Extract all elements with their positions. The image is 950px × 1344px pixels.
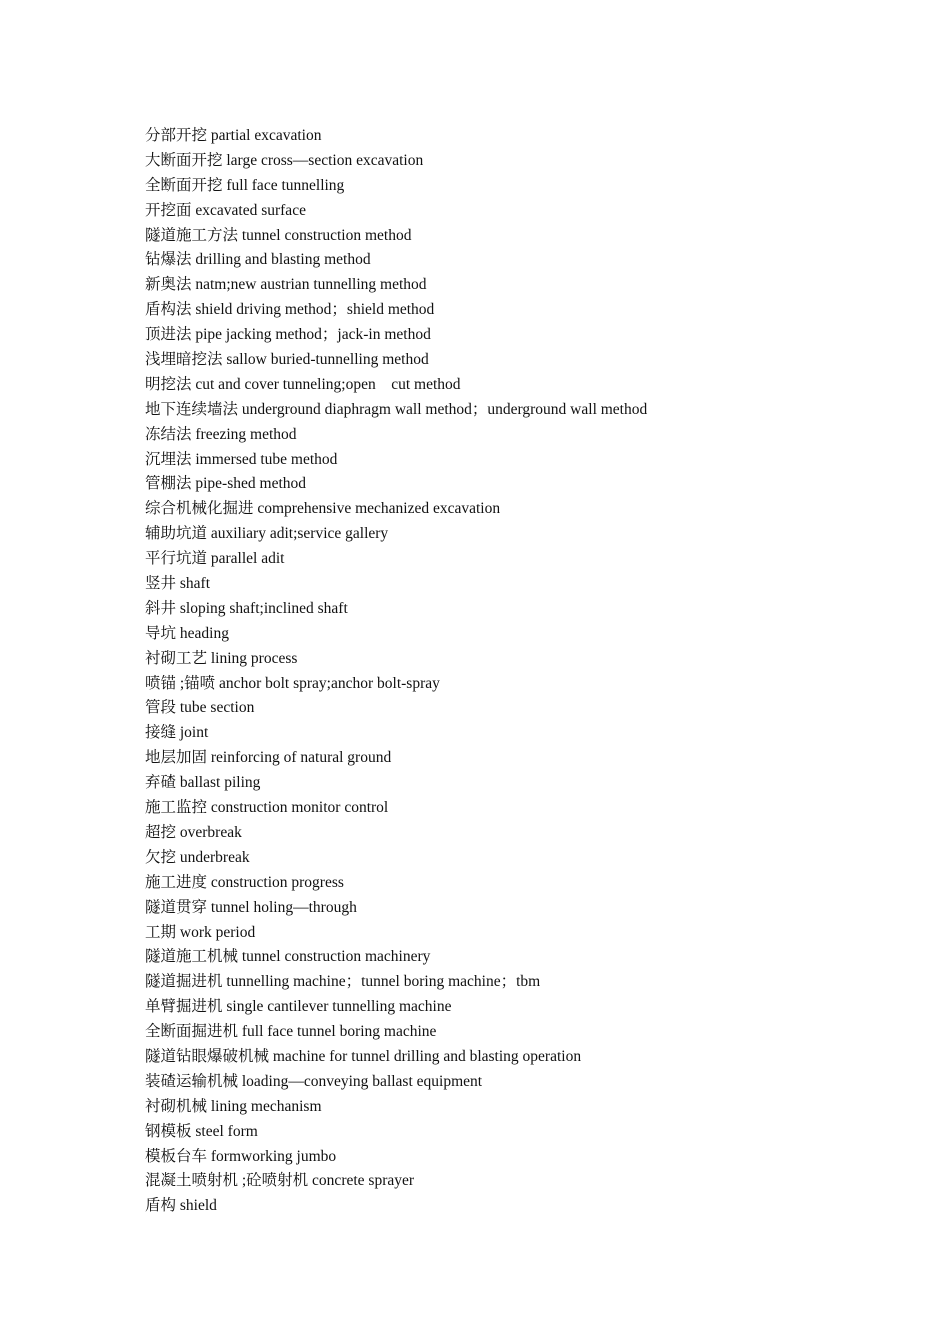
glossary-entry: 分部开挖 partial excavation — [145, 127, 322, 144]
glossary-entry: 地层加固 reinforcing of natural ground — [145, 749, 392, 767]
glossary-entry: 冻结法 freezing method — [145, 425, 297, 443]
glossary-entry: 浅埋暗挖法 sallow buried-tunnelling method — [145, 351, 429, 369]
glossary-entry: 隧道掘进机 tunnelling machine；tunnel boring machine；tbm — [145, 973, 541, 991]
glossary-entry: 开挖面 excavated surface — [145, 201, 306, 219]
glossary-list — [145, 124, 905, 1219]
glossary-entry: 模板台车 formworking jumbo — [145, 1147, 337, 1165]
glossary-entry: 管段 tube section — [145, 699, 255, 717]
glossary-entry: 装碴运输机械 loading—conveying ballast equipment — [145, 1072, 483, 1090]
glossary-entry: 盾构 shield — [145, 1197, 217, 1215]
glossary-entry: 衬砌机械 lining mechanism — [145, 1097, 322, 1115]
glossary-entry: 竖井 shaft — [145, 575, 211, 593]
glossary-entry: 隧道施工机械 tunnel construction machinery — [145, 948, 431, 966]
glossary-entry: 工期 work period — [145, 923, 256, 941]
glossary-entry: 大断面开挖 large cross—section excavation — [145, 151, 424, 169]
glossary-entry: 钻爆法 drilling and blasting method — [145, 251, 371, 269]
glossary-entry: 盾构法 shield driving method；shield method — [145, 301, 435, 319]
glossary-entry: 明挖法 cut and cover tunneling;open cut method — [145, 375, 461, 393]
glossary-entry: 衬砌工艺 lining process — [145, 649, 298, 667]
glossary-entry: 全断面开挖 full face tunnelling — [145, 176, 345, 194]
glossary-entry: 施工进度 construction progress — [145, 873, 344, 891]
glossary-entry: 综合机械化掘进 comprehensive mechanized excavation — [145, 500, 501, 518]
glossary-entry: 混凝土喷射机 ;砼喷射机 concrete sprayer — [145, 1172, 415, 1190]
glossary-entry: 超挖 overbreak — [145, 823, 242, 841]
glossary-entry: 钢模板 steel form — [145, 1122, 258, 1140]
glossary-entry: 隧道施工方法 tunnel construction method — [145, 226, 412, 244]
glossary-entry: 欠挖 underbreak — [145, 848, 250, 866]
glossary-entry: 全断面掘进机 full face tunnel boring machine — [145, 1023, 437, 1041]
glossary-entry: 斜井 sloping shaft;inclined shaft — [145, 599, 348, 617]
glossary-entry: 沉埋法 immersed tube method — [145, 450, 338, 468]
glossary-entry: 顶进法 pipe jacking method；jack-in method — [145, 326, 431, 344]
glossary-entry: 施工监控 construction monitor control — [145, 799, 389, 817]
glossary-entry: 新奥法 natm;new austrian tunnelling method — [145, 276, 427, 294]
glossary-entry: 单臂掘进机 single cantilever tunnelling machine — [145, 998, 452, 1016]
glossary-entry: 平行坑道 parallel adit — [145, 550, 285, 568]
glossary-entry: 隧道贯穿 tunnel holing—through — [145, 898, 357, 916]
glossary-entry: 隧道钻眼爆破机械 machine for tunnel drilling and blasting operation — [145, 1047, 582, 1065]
glossary-entry: 弃碴 ballast piling — [145, 774, 261, 792]
glossary-entry: 管棚法 pipe-shed method — [145, 475, 307, 493]
glossary-entry: 地下连续墙法 underground diaphragm wall method；underground wall method — [145, 400, 648, 418]
glossary-entry: 导坑 heading — [145, 624, 229, 642]
glossary-entry: 辅助坑道 auxiliary adit;service gallery — [145, 525, 389, 543]
glossary-entry: 接缝 joint — [145, 724, 209, 742]
glossary-entry: 喷锚 ;锚喷 anchor bolt spray;anchor bolt-spray — [145, 674, 440, 692]
